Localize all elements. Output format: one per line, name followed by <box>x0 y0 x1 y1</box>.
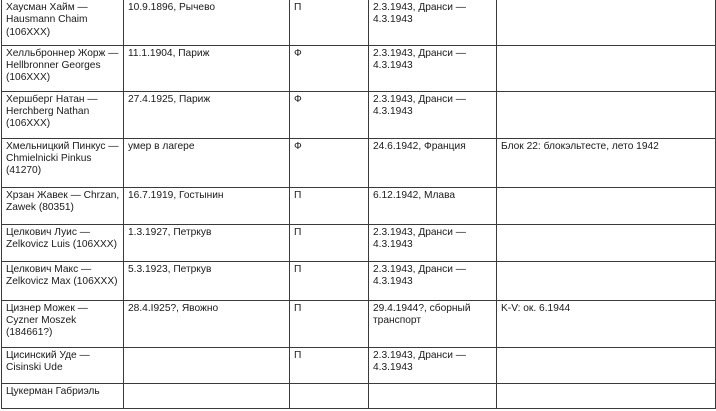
name-line: Zelkovicz Max (106XXX) <box>6 275 118 287</box>
prisoner-table <box>1 0 716 409</box>
name-line: Цукерман Габриэль <box>6 385 100 397</box>
name-line: Хрзан Жавек — Chrzan, <box>6 189 120 201</box>
name-line: Cisinski Ude <box>6 361 63 373</box>
category-cell: П <box>290 0 369 45</box>
deportation-line: 2.3.1943, Дранси — <box>373 349 466 361</box>
table-row <box>2 45 716 91</box>
deportation-line: 4.3.1943 <box>373 361 413 373</box>
category-cell: Ф <box>290 91 369 138</box>
name-line: Цисинский Уде — <box>6 349 90 361</box>
birth-cell: 27.4.1925, Париж <box>124 91 290 138</box>
deportation-line: 4.3.1943 <box>373 59 413 71</box>
name-line: Хаусман Хайм — <box>6 2 88 13</box>
birth-cell: 11.1.1904, Париж <box>124 45 290 91</box>
name-line: Целкович Луис — <box>6 226 90 238</box>
name-line: Hellbronner Georges <box>6 59 101 71</box>
name-line: Chmielnicki Pinkus <box>6 152 92 164</box>
deportation-cell <box>369 383 497 408</box>
birth-cell <box>124 347 290 383</box>
name-line: Zawek (80351) <box>6 201 74 213</box>
note-cell <box>497 0 716 45</box>
name-line: (41270) <box>6 165 42 177</box>
name-line: Hausmann Chaim <box>6 14 88 26</box>
deportation-line: 2.3.1943, Дранси — <box>373 47 466 59</box>
deportation-cell <box>369 45 497 91</box>
deportation-line: 2.3.1943, Дранси — <box>373 93 466 105</box>
table-row <box>2 261 716 300</box>
birth-cell: 5.3.1923, Петркув <box>124 261 290 300</box>
deportation-line: 24.6.1942, Франция <box>373 140 466 152</box>
name-line: Herchberg Nathan <box>6 105 90 117</box>
table-row <box>2 300 716 347</box>
deportation-cell <box>369 91 497 138</box>
birth-cell: умер в лагере <box>124 138 290 187</box>
category-cell: П <box>290 300 369 347</box>
note-cell <box>497 383 716 408</box>
category-cell: П <box>290 261 369 300</box>
name-line: (106XXX) <box>6 118 51 130</box>
note-cell <box>497 224 716 261</box>
note-cell <box>497 187 716 224</box>
name-cell <box>2 347 124 383</box>
deportation-line: 2.3.1943, Дранси — <box>373 226 466 238</box>
deportation-line: транспорт <box>373 314 422 326</box>
birth-cell: 10.9.1896, Рычево <box>124 0 290 45</box>
birth-cell: 28.4.I925?, Явожно <box>124 300 290 347</box>
name-cell <box>2 300 124 347</box>
name-line: Хершберг Натан — <box>6 93 98 105</box>
name-cell <box>2 91 124 138</box>
category-cell: П <box>290 347 369 383</box>
birth-cell: 16.7.1919, Гостынин <box>124 187 290 224</box>
deportation-line: 4.3.1943 <box>373 238 413 250</box>
deportation-line: 29.4.1944?, сборный <box>373 302 471 314</box>
table-row <box>2 0 716 45</box>
table-row <box>2 187 716 224</box>
table-row <box>2 91 716 138</box>
note-cell: K-V: ок. 6.1944 <box>497 300 716 347</box>
category-cell: Ф <box>290 45 369 91</box>
category-cell: Ф <box>290 138 369 187</box>
deportation-line: 6.12.1942, Млава <box>373 189 456 201</box>
birth-cell <box>124 383 290 408</box>
name-cell <box>2 45 124 91</box>
deportation-cell <box>369 347 497 383</box>
deportation-line: 2.3.1943, Дранси — <box>373 2 466 13</box>
birth-cell: 1.3.1927, Петркув <box>124 224 290 261</box>
name-line: Cyzner Moszek <box>6 314 77 326</box>
name-line: Хелльброннер Жорж — <box>6 47 119 59</box>
name-line: Цизнер Можек — <box>6 302 88 314</box>
table-row <box>2 383 716 408</box>
note-cell <box>497 91 716 138</box>
name-line: Zelkovicz Luis (106XXX) <box>6 238 117 250</box>
deportation-cell <box>369 0 497 45</box>
table-row <box>2 138 716 187</box>
name-cell <box>2 187 124 224</box>
note-cell: Блок 22: блокэльтесте, лето 1942 <box>497 138 716 187</box>
note-cell <box>497 45 716 91</box>
name-line: (184661?) <box>6 327 53 339</box>
deportation-cell <box>369 138 497 187</box>
name-cell <box>2 138 124 187</box>
name-line: Целкович Макс — <box>6 263 92 275</box>
name-cell <box>2 383 124 408</box>
name-line: (106XXX) <box>6 72 51 84</box>
deportation-cell <box>369 187 497 224</box>
table-row <box>2 347 716 383</box>
deportation-cell <box>369 224 497 261</box>
deportation-cell <box>369 261 497 300</box>
deportation-line: 2.3.1943, Дранси — <box>373 263 466 275</box>
deportation-cell <box>369 300 497 347</box>
name-line: Хмельницкий Пинкус — <box>6 140 119 152</box>
name-line: (106XXX) <box>6 26 51 38</box>
table-row <box>2 224 716 261</box>
note-cell <box>497 347 716 383</box>
category-cell: П <box>290 187 369 224</box>
deportation-line: 4.3.1943 <box>373 14 413 26</box>
note-cell <box>497 261 716 300</box>
deportation-line: 4.3.1943 <box>373 105 413 117</box>
name-cell <box>2 261 124 300</box>
name-cell <box>2 0 124 45</box>
category-cell <box>290 383 369 408</box>
category-cell: П <box>290 224 369 261</box>
deportation-line: 4.3.1943 <box>373 275 413 287</box>
name-cell <box>2 224 124 261</box>
